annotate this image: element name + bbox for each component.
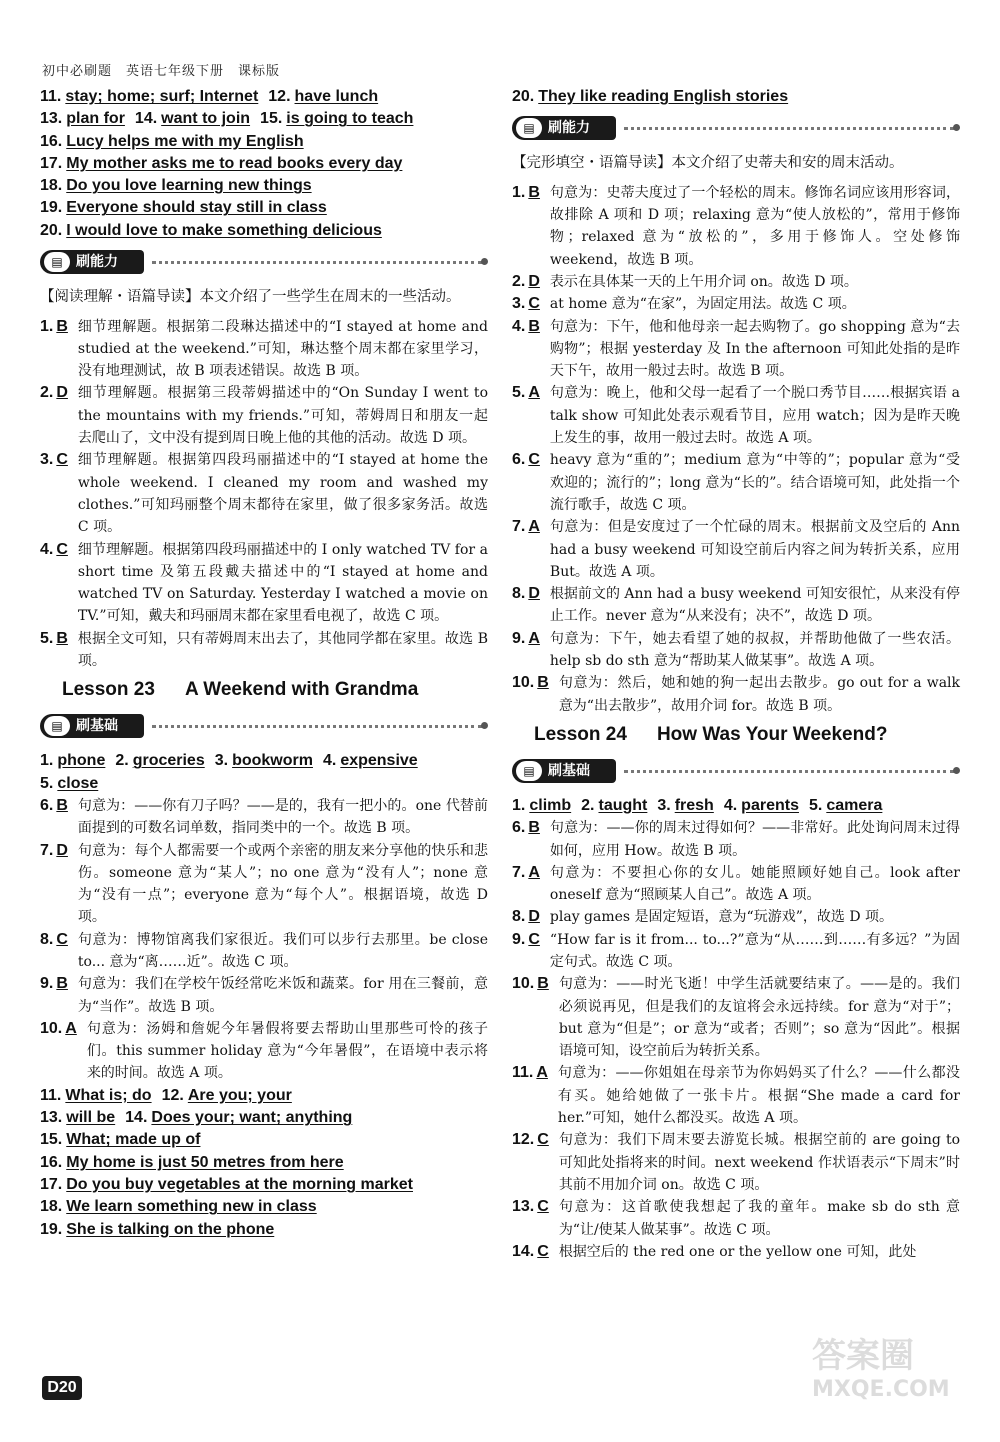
question-number: 11. (512, 1064, 534, 1082)
answer-line (512, 795, 960, 817)
dotted-divider (624, 127, 954, 130)
fill-answer: climb (529, 796, 572, 814)
book-icon: ▤ (516, 118, 542, 138)
fill-answer: groceries (132, 752, 205, 770)
fill-answer: have lunch (294, 88, 379, 105)
explanation-text: 根据前文的 Ann had a busy weekend 可知安很忙，从来没有停止工作。never 意为“从来没有；决不”，故选 D 项。 (549, 586, 960, 625)
answer-line (40, 1085, 488, 1107)
explanation-item (512, 1241, 960, 1263)
explanation-text: 句意为：不要担心你的女儿。她能照顾好她自己。look after oneself 意为“照顾某人自己”。故选 A 项。 (549, 864, 960, 904)
right-column (512, 86, 960, 1263)
question-label (40, 1018, 77, 1085)
question-number: 20. (512, 88, 535, 105)
explanation-item (40, 1018, 488, 1085)
explanation-text: 细节理解题。根据第四段玛丽描述中的 I only watched TV for a short time 及第五段戴夫描述中的“I stayed at home and watched TV on Saturday. Yesterday I watched a movie on TV.”可知，戴夫和玛丽周末都在家里看电视了，故选 C 项。 (77, 541, 488, 625)
fill-answer: is going to teach (286, 110, 414, 128)
question-number: 3. (214, 752, 229, 770)
explanation-text: 细节理解题。根据第四段玛丽描述中的“I stayed at home the whole weekend. I cleaned my room and washed my clothes.”可知玛丽整个周末都待在家里，做了很多家务活。故选 C 项。 (77, 452, 488, 536)
choice-answer: B (528, 819, 540, 837)
question-number: 2. (581, 796, 595, 814)
choice-answer: B (56, 975, 68, 993)
question-number: 1. (40, 752, 54, 770)
question-label (40, 449, 68, 538)
answer-line (40, 773, 488, 795)
question-number: 5. (40, 774, 54, 792)
question-label (512, 628, 540, 673)
explanation-text: “How far is it from... to...?”意为“从……到……有多远？”为固定句式。故选 C 项。 (549, 931, 960, 970)
choice-answer: C (528, 930, 540, 948)
choice-answer: A (536, 1064, 548, 1082)
explanation-item (512, 817, 960, 862)
explanation-item (512, 382, 960, 449)
question-label (512, 182, 540, 271)
question-label (512, 271, 540, 293)
question-number: 14. (512, 1242, 535, 1260)
choice-answer: D (528, 272, 540, 290)
explanation-text: 句意为：我们下周末要去游览长城。根据空前的 are going to 可知此处指将来的时间。next weekend 作状语表示“下周末”时其前不用加介词 on。故选 C 项。 (558, 1132, 960, 1193)
question-number: 13. (40, 110, 63, 128)
explanation-item (512, 316, 960, 383)
question-label (512, 862, 540, 907)
question-label (512, 1062, 548, 1129)
explanation-item (40, 628, 488, 673)
fill-answer: I would love to make something delicious (66, 221, 382, 239)
section-band-basic (40, 710, 488, 744)
fill-answer: Are you; your (187, 1086, 292, 1104)
question-number: 2. (40, 384, 54, 402)
question-number: 8. (512, 585, 526, 603)
book-icon: ▤ (516, 761, 542, 781)
page-number: D20 (42, 1376, 82, 1400)
explanation-text: at home 意为“在家”，为固定用法。故选 C 项。 (549, 296, 856, 313)
choice-answer: B (537, 975, 549, 993)
question-number: 12. (512, 1131, 535, 1149)
question-number: 9. (512, 930, 526, 948)
fill-answer: camera (826, 796, 883, 814)
explanation-item (512, 862, 960, 907)
answer-line (40, 1196, 488, 1218)
choice-answer: C (528, 451, 540, 469)
question-number: 1. (40, 317, 54, 335)
answer-line (40, 1219, 488, 1241)
question-number: 19. (40, 1220, 63, 1238)
explanation-item (40, 929, 488, 974)
choice-answer: D (528, 585, 540, 603)
explanation-item (512, 929, 960, 974)
explanation-item (40, 840, 488, 929)
question-number: 12. (268, 88, 291, 105)
explanation-text: 句意为：——你有刀子吗？——是的，我有一把小的。one 代替前面提到的可数名词单数，指同类中的一个。故选 B 项。 (77, 797, 488, 837)
fill-answer: Everyone should stay still in class (66, 199, 327, 217)
explanation-item (40, 316, 488, 383)
question-number: 9. (512, 629, 526, 647)
question-number: 18. (40, 177, 63, 195)
reading-intro: 【阅读理解・语篇导读】本文介绍了一些学生在周末的一些活动。 (40, 289, 461, 306)
question-label (512, 973, 549, 1062)
lesson-title: How Was Your Weekend? (656, 723, 888, 745)
question-number: 15. (260, 110, 283, 128)
question-label (40, 382, 68, 449)
badge-label: 刷基础 (76, 718, 118, 735)
fill-answer: What is; do (65, 1086, 152, 1104)
question-label (40, 795, 68, 840)
fill-answer: close (57, 774, 99, 792)
question-label (512, 382, 540, 449)
question-number: 3. (512, 295, 526, 313)
fill-answer: My home is just 50 metres from here (66, 1153, 344, 1171)
fill-answer: will be (66, 1109, 116, 1127)
lesson-heading (534, 719, 960, 751)
question-label (40, 539, 68, 628)
explanation-text: 细节理解题。根据第二段琳达描述中的“I stayed at home and studied at the weekend.”可知，琳达整个周末都在家里学习，没有地理测试，故 B 项表述错误。故选 B 项。 (77, 318, 488, 380)
question-number: 18. (40, 1198, 63, 1216)
explanation-text: 根据空后的 the red one or the yellow one 可知，此处 (558, 1243, 917, 1260)
cloze-intro: 【完形填空・语篇导读】本文介绍了史蒂夫和安的周末活动。 (512, 155, 904, 172)
answer-line (40, 1152, 488, 1174)
question-number: 10. (512, 674, 535, 692)
watermark-logo (812, 1328, 962, 1402)
fill-answer: They like reading English stories (538, 88, 789, 105)
question-label (40, 929, 68, 974)
explanation-text: 句意为：然后，她和她的狗一起出去散步。go out for a walk 意为“出去散步”，故用介词 for。故选 B 项。 (558, 675, 960, 714)
explanation-item (512, 182, 960, 271)
fill-answer: plan for (66, 110, 125, 128)
explanation-item (512, 516, 960, 583)
explanation-item (512, 1062, 960, 1129)
question-number: 5. (808, 796, 823, 814)
answer-line (40, 1129, 488, 1151)
question-label (512, 929, 540, 974)
question-label (512, 583, 540, 628)
question-number: 19. (40, 199, 63, 217)
fill-answer: expensive (340, 752, 418, 770)
choice-answer: D (56, 841, 68, 859)
fill-answer: bookworm (232, 752, 313, 770)
badge-label: 刷能力 (76, 254, 118, 271)
question-number: 1. (512, 796, 526, 814)
explanation-text: 句意为：史蒂夫度过了一个轻松的周末。修饰名词应该用形容词，故排除 A 项和 D 项；relaxing 意为“使人放松的”，常用于修饰物；relaxed 意为“放松的”，多用于修饰人。空处修饰 weekend，故选 B 项。 (549, 184, 960, 268)
question-number: 4. (512, 317, 526, 335)
watermark-site: MXQE.COM (812, 1377, 950, 1402)
explanation-text: 句意为：下午，他和他母亲一起去购物了。go shopping 意为“去购物”；根据 yesterday 及 In the afternoon 可知此处指的是昨天下午，故用一般过去时。故选 B 项。 (549, 318, 960, 380)
explanation-text: 句意为：——你的周末过得如何？——非常好。此处询问周末过得如何，应用 How。故选 B 项。 (549, 820, 960, 859)
question-number: 15. (40, 1131, 63, 1149)
question-label (512, 449, 540, 516)
choice-answer: A (528, 384, 540, 402)
fill-answer: Do you buy vegetables at the morning market (66, 1175, 413, 1193)
question-number: 7. (512, 518, 526, 536)
choice-answer: A (528, 518, 540, 536)
explanation-text: 句意为：——时光飞逝！中学生活就要结束了。——是的。我们必须说再见，但是我们的友谊将会永远持续。for 意为“对于”；but 意为“但是”；or 意为“或者；否则”；so 意为“因此”。根据语境可知，设空前后为转折关系。 (558, 976, 960, 1060)
choice-answer: C (537, 1131, 549, 1149)
question-number: 8. (40, 930, 54, 948)
choice-answer: A (528, 863, 540, 881)
question-number: 6. (512, 819, 526, 837)
question-label (40, 316, 68, 383)
dotted-divider (152, 261, 482, 264)
fill-answer: Do you love learning new things (66, 177, 312, 195)
choice-answer: C (56, 451, 68, 469)
choice-answer: A (528, 629, 540, 647)
fill-answer: fresh (674, 796, 714, 814)
choice-answer: B (528, 317, 540, 335)
explanation-text: play games 是固定短语，意为“玩游戏”，故选 D 项。 (549, 909, 893, 926)
question-number: 5. (512, 384, 526, 402)
question-number: 4. (723, 796, 738, 814)
fill-answer: Does your; want; anything (151, 1109, 353, 1127)
answer-line (40, 175, 488, 197)
answer-line (40, 1107, 488, 1129)
question-number: 7. (512, 863, 526, 881)
question-number: 5. (40, 629, 54, 647)
dotted-divider (624, 770, 954, 773)
question-label (40, 628, 68, 673)
choice-answer: C (537, 1198, 549, 1216)
explanation-item (512, 672, 960, 717)
question-label (512, 1129, 549, 1196)
choice-answer: C (56, 540, 68, 558)
question-label (40, 840, 68, 929)
question-number: 4. (40, 540, 54, 558)
question-number: 16. (40, 1153, 63, 1171)
choice-answer: B (56, 317, 68, 335)
question-number: 8. (512, 908, 526, 926)
fill-answer: We learn something new in class (66, 1198, 317, 1216)
badge-label: 刷能力 (548, 120, 590, 137)
explanation-text: 句意为：这首歌使我想起了我的童年。make sb do sth 意为“让/使某人做某事”。故选 C 项。 (558, 1199, 960, 1238)
explanation-text: 句意为：下午，她去看望了她的叔叔，并帮助他做了一些农活。help sb do sth 意为“帮助某人做某事”。故选 A 项。 (549, 630, 960, 670)
question-label (40, 973, 68, 1018)
question-number: 12. (161, 1086, 184, 1104)
book-icon: ▤ (44, 252, 70, 272)
fill-answer: want to join (161, 110, 251, 128)
lesson-title: A Weekend with Grandma (184, 679, 419, 701)
explanation-item (512, 449, 960, 516)
explanation-text: 根据全文可知，只有蒂姆周末出去了，其他同学都在家里。故选 B 项。 (77, 630, 488, 670)
explanation-text: 表示在具体某一天的上午用介词 on。故选 D 项。 (549, 273, 858, 290)
question-number: 3. (40, 451, 54, 469)
watermark-logo-text: 答案圈 (812, 1336, 914, 1376)
choice-answer: B (528, 183, 540, 201)
explanation-item (512, 628, 960, 673)
question-number: 11. (40, 88, 62, 105)
choice-answer: B (56, 629, 68, 647)
fill-answer: Lucy helps me with my English (66, 132, 304, 150)
question-number: 16. (40, 132, 63, 150)
explanation-item (512, 583, 960, 628)
question-number: 4. (322, 752, 337, 770)
question-number: 20. (40, 221, 63, 239)
question-number: 2. (115, 752, 129, 770)
answer-line (512, 86, 960, 108)
explanation-text: 句意为：晚上，他和父母一起看了一个脱口秀节目……根据宾语 a talk show 可知此处表示观看节目，应用 watch；因为是昨天晚上发生的事，故用一般过去时。故选 A 项。 (549, 385, 960, 447)
answer-line (40, 86, 488, 108)
choice-answer: C (56, 930, 68, 948)
question-number: 11. (40, 1086, 62, 1104)
question-label (512, 316, 540, 383)
explanation-text: 句意为：每个人都需要一个或两个亲密的朋友来分享他的快乐和悲伤。someone 意为“某人”；no one 意为“没有人”；none 意为“没有一点”；everyone 意为“每个人”。根据语境，故选 D 项。 (77, 842, 488, 926)
question-number: 14. (134, 110, 158, 128)
answer-line (40, 108, 488, 130)
explanation-item (512, 271, 960, 293)
left-column (40, 86, 488, 1241)
explanation-item (512, 1196, 960, 1241)
explanation-item (40, 973, 488, 1018)
badge-label: 刷基础 (548, 762, 590, 779)
question-label (512, 293, 540, 315)
explanation-text: 细节理解题。根据第三段蒂姆描述中的“On Sunday I went to the mountains with my friends.”可知，蒂姆周日和朋友一起去爬山了，文中没有提到周日晚上他的其他的活动。故选 D 项。 (77, 385, 488, 447)
question-number: 17. (40, 154, 63, 172)
question-number: 14. (125, 1109, 148, 1127)
question-number: 7. (40, 841, 54, 859)
choice-answer: B (537, 674, 549, 692)
question-number: 10. (40, 1019, 63, 1037)
question-number: 3. (657, 796, 671, 814)
answer-line (40, 131, 488, 153)
lesson-heading (62, 674, 488, 706)
choice-answer: C (528, 295, 540, 313)
choice-answer: D (56, 384, 68, 402)
explanation-item (40, 539, 488, 628)
lesson-number: Lesson 23 (62, 679, 155, 701)
question-number: 6. (40, 796, 54, 814)
explanation-item (512, 293, 960, 315)
question-label (512, 817, 540, 862)
question-label (512, 1241, 549, 1263)
answer-line (40, 153, 488, 175)
question-number: 6. (512, 451, 526, 469)
fill-answer: What; made up of (66, 1131, 201, 1149)
fill-answer: My mother asks me to read books every day (66, 154, 403, 172)
question-number: 9. (40, 975, 54, 993)
explanation-item (40, 449, 488, 538)
question-label (512, 906, 540, 928)
choice-answer: D (528, 908, 540, 926)
answer-line (40, 750, 488, 772)
question-number: 13. (512, 1198, 535, 1216)
fill-answer: taught (598, 796, 648, 814)
explanation-item (40, 382, 488, 449)
explanation-text: 句意为：博物馆离我们家很近。我们可以步行去那里。be close to... 意为“离……近”。故选 C 项。 (77, 931, 488, 970)
question-label (512, 672, 549, 717)
fill-answer: parents (741, 796, 799, 814)
lesson-number: Lesson 24 (534, 723, 627, 745)
question-label (512, 516, 540, 583)
question-number: 13. (40, 1109, 63, 1127)
answer-line (40, 197, 488, 219)
dotted-divider (152, 725, 482, 728)
choice-answer: C (537, 1242, 549, 1260)
question-number: 2. (512, 272, 526, 290)
explanation-item (512, 906, 960, 928)
fill-answer: She is talking on the phone (66, 1220, 275, 1238)
explanation-text: 句意为：但是安度过了一个忙碌的周末。根据前文及空后的 Ann had a busy weekend 可知设空前后内容之间为转折关系，应用 But。故选 A 项。 (549, 519, 960, 580)
explanation-text: 句意为：我们在学校午饭经常吃米饭和蔬菜。for 用在三餐前，意为“当作”。故选 B 项。 (77, 976, 488, 1015)
explanation-item (512, 1129, 960, 1196)
page-header: 初中必刷题 英语七年级下册 课标版 (42, 64, 281, 79)
section-band-ability (40, 246, 488, 280)
question-number: 1. (512, 183, 526, 201)
explanation-text: heavy 意为“重的”；medium 意为“中等的”；popular 意为“受欢迎的；流行的”；long 意为“长的”。结合语境可知，此处指一个流行歌手，故选 C 项。 (549, 452, 960, 513)
explanation-item (512, 973, 960, 1062)
explanation-text: 句意为：——你姐姐在母亲节为你妈妈买了什么？——什么都没有买。她给她做了一张卡片。根据“She made a card for her.”可知，她什么都没买。故选 A 项。 (557, 1065, 960, 1127)
answer-line (40, 1174, 488, 1196)
book-icon: ▤ (44, 716, 70, 736)
fill-answer: phone (57, 752, 106, 770)
choice-answer: B (56, 796, 68, 814)
question-number: 17. (40, 1175, 63, 1193)
choice-answer: A (65, 1019, 77, 1037)
explanation-item (40, 795, 488, 840)
question-number: 10. (512, 975, 535, 993)
section-band-basic (512, 755, 960, 789)
fill-answer: stay; home; surf; Internet (65, 88, 259, 105)
answer-line (40, 220, 488, 242)
explanation-text: 句意为：汤姆和詹妮今年暑假将要去帮助山里那些可怜的孩子们。this summer holiday 意为“今年暑假”，在语境中表示将来的时间。故选 A 项。 (86, 1020, 488, 1082)
question-label (512, 1196, 549, 1241)
section-band-ability (512, 112, 960, 146)
